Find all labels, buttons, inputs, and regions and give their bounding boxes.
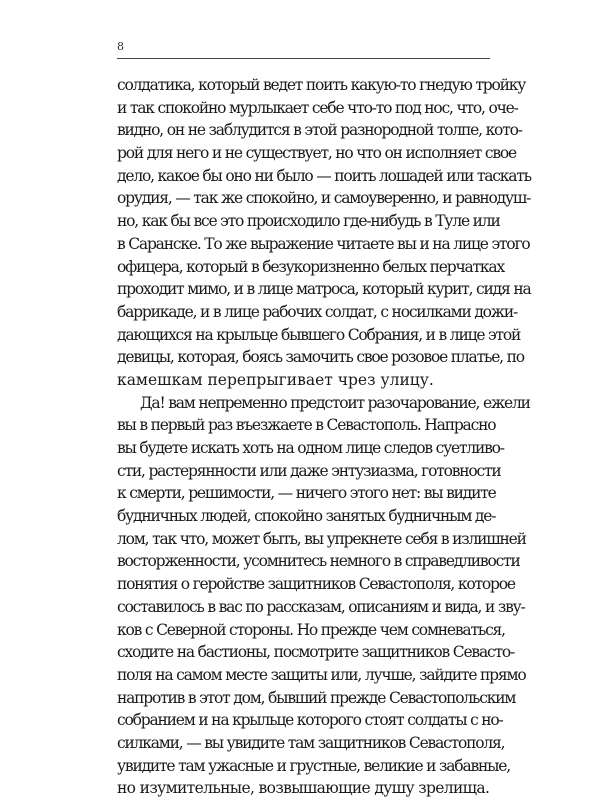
text-line: напротив в этот дом, бывший прежде Севастопольским bbox=[117, 688, 516, 707]
paragraph bbox=[117, 392, 530, 800]
text-line: поля на самом месте защиты или, лучше, зайдите прямо bbox=[117, 665, 526, 684]
text-line: лом, так что, может быть, вы упрекнете себя в излишней bbox=[117, 529, 526, 548]
text-line: увидите там ужасные и грустные, великие и забавные, bbox=[117, 756, 510, 775]
page-number: 8 bbox=[117, 40, 124, 53]
text-line: камешкам перепрыгивает чрез улицу. bbox=[117, 370, 434, 389]
text-line: и так спокойно мурлыкает себе что-то под нос, что, оче- bbox=[117, 98, 518, 117]
text-line: вы будете искать хоть на одном лице следов суетливо- bbox=[117, 439, 504, 457]
text-line: вы в первый раз въезжаете в Севастополь. Напрасно bbox=[117, 416, 496, 435]
text-line: будничных людей, спокойно занятых будничным де- bbox=[117, 507, 496, 526]
text-line: девицы, которая, боясь замочить свое розовое платье, по bbox=[117, 348, 524, 367]
text-line: восторженности, усомнитесь немного в справедливости bbox=[117, 552, 520, 571]
text-line: силками, — вы увидите там защитников Севастополя, bbox=[117, 733, 505, 752]
text-line: ков с Северной стороны. Но прежде чем сомневаться, bbox=[117, 620, 505, 639]
text-line: баррикаде, и в лице рабочих солдат, с носилками дожи- bbox=[117, 302, 518, 321]
text-line: но, как бы все это происходило где-нибудь в Туле или bbox=[117, 212, 500, 231]
text-line: в Саранске. То же выражение читаете вы и на лице этого bbox=[117, 234, 530, 253]
text-line: дающихся на крыльце бывшего Собрания, и в лице этой bbox=[117, 325, 521, 344]
text-line: проходит мимо, и в лице матроса, который курит, сидя на bbox=[117, 280, 531, 299]
text-line: но изумительные, возвышающие душу зрелища. bbox=[117, 779, 490, 798]
header-rule bbox=[117, 58, 490, 59]
text-line: сходите на бастионы, посмотрите защитников Севасто- bbox=[117, 643, 515, 662]
text-line: солдатика, который ведет поить какую-то гнедую тройку bbox=[117, 76, 526, 94]
text-line: орудия, — так же спокойно, и самоуверенно, и равнодуш- bbox=[117, 189, 531, 208]
text-line: составилось в вас по рассказам, описаниям и вида, и зву- bbox=[117, 597, 525, 616]
text-line: рой для него и не существует, но что он исполняет свое bbox=[117, 144, 516, 163]
paragraph bbox=[117, 74, 531, 392]
body-text bbox=[117, 74, 531, 800]
text-line: видно, он не заблудится в этой разнородной толпе, кото- bbox=[117, 121, 522, 140]
text-line: Да! вам непременно предстоит разочарование, ежели bbox=[140, 393, 530, 412]
text-line: сти, растерянности или даже энтузиазма, готовности bbox=[117, 461, 501, 480]
text-line: дело, какое бы оно ни было — поить лошадей или таскать bbox=[117, 166, 531, 185]
text-line: понятия о геройстве защитников Севастополя, которое bbox=[117, 575, 515, 594]
text-line: офицера, который в безукоризненно белых перчатках bbox=[117, 257, 504, 276]
text-line: собранием и на крыльце которого стоят солдаты с но- bbox=[117, 711, 503, 730]
text-line: к смерти, решимости, — ничего этого нет: вы видите bbox=[117, 484, 496, 503]
